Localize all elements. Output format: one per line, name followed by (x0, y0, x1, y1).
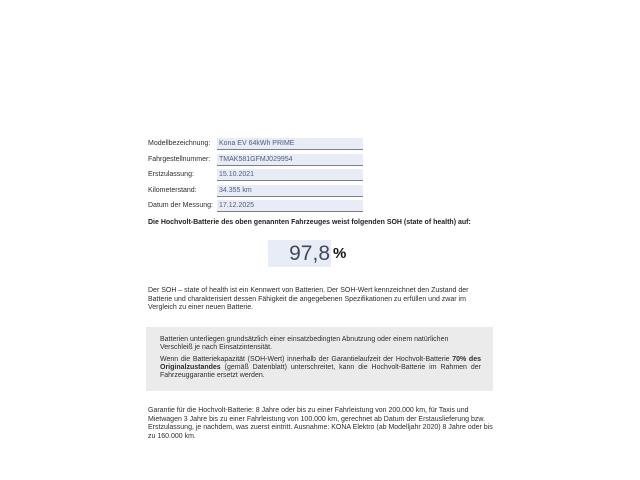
vin-label: Fahrgestellnummer: (148, 155, 211, 163)
first-registration-field[interactable]: 15.10.2021 (217, 169, 363, 181)
model-label: Modellbezeichnung: (148, 140, 211, 147)
form-row-mileage (148, 185, 493, 197)
vin-field[interactable]: TMAK581GFMJ029954 (217, 154, 363, 166)
form-row-model (148, 138, 493, 150)
info-box-p2-bold: 70% des Originalzustandes (160, 355, 481, 371)
mileage-label: Kilometerstand: (148, 186, 197, 194)
warranty-paragraph: Garantie für die Hochvolt-Batterie: 8 Jahre oder bis zu einer Fahrleistung von 200.000 km, für Taxis und Mietwagen 3 Jahre bis zu einer Fahrleistung von 100.000 km, gerechnet ab Datum der Erstauslieferung bzw. Erstzulassung, je nachdem, was zuerst eintritt. Ausnahme: KONA Elektro (ab Modelljahr 2020) 8 Jahre oder bis zu 160.000 km. (148, 407, 493, 440)
info-box-p2-before: Wenn die Batteriekapazität (SOH-Wert) innerhalb der Garantielaufzeit der Hochvolt-Batterie (160, 355, 453, 363)
first-registration-label: Erstzulassung: (148, 171, 194, 179)
info-box-paragraph-2 (160, 356, 481, 381)
info-box-p2-after: (gemäß Datenblatt) unterschreitet, kann die Hochvolt-Batterie im Rahmen der Fahrzeuggarantie ersetzt werden. (160, 363, 481, 380)
form-row-first-registration (148, 169, 493, 181)
soh-unit-label: % (333, 245, 347, 262)
model-field[interactable]: Kona EV 64kWh PRIME (217, 138, 363, 150)
measurement-date-label: Datum der Messung: (148, 202, 213, 210)
soh-heading: Die Hochvolt-Batterie des oben genannten Fahrzeuges weist folgenden SOH (state of health) auf: (148, 219, 471, 226)
measurement-date-field[interactable]: 17.12.2025 (217, 200, 363, 212)
battery-wear-info-box (146, 327, 493, 391)
soh-description: Der SOH – state of health ist ein Kennwert von Batterien. Der SOH-Wert kennzeichnet den Zustand der Batterie und charakterisiert dessen Fähigkeit die angegebenen Spezifikationen zu erfüllen und zwar im Vergleich zu einer neuen Batterie. (148, 287, 469, 312)
mileage-field[interactable]: 34.355 km (217, 185, 363, 197)
vehicle-data-form (148, 138, 493, 216)
form-row-measurement-date (148, 200, 493, 212)
soh-value-field[interactable]: 97,8 (268, 240, 331, 267)
info-box-paragraph-1: Batterien unterliegen grundsätzlich einer einsatzbedingten Abnutzung oder einem natürlichen Verschleiß je nach Einsatzintensität. (160, 336, 449, 352)
soh-value-group (268, 240, 346, 267)
form-row-vin (148, 154, 493, 166)
